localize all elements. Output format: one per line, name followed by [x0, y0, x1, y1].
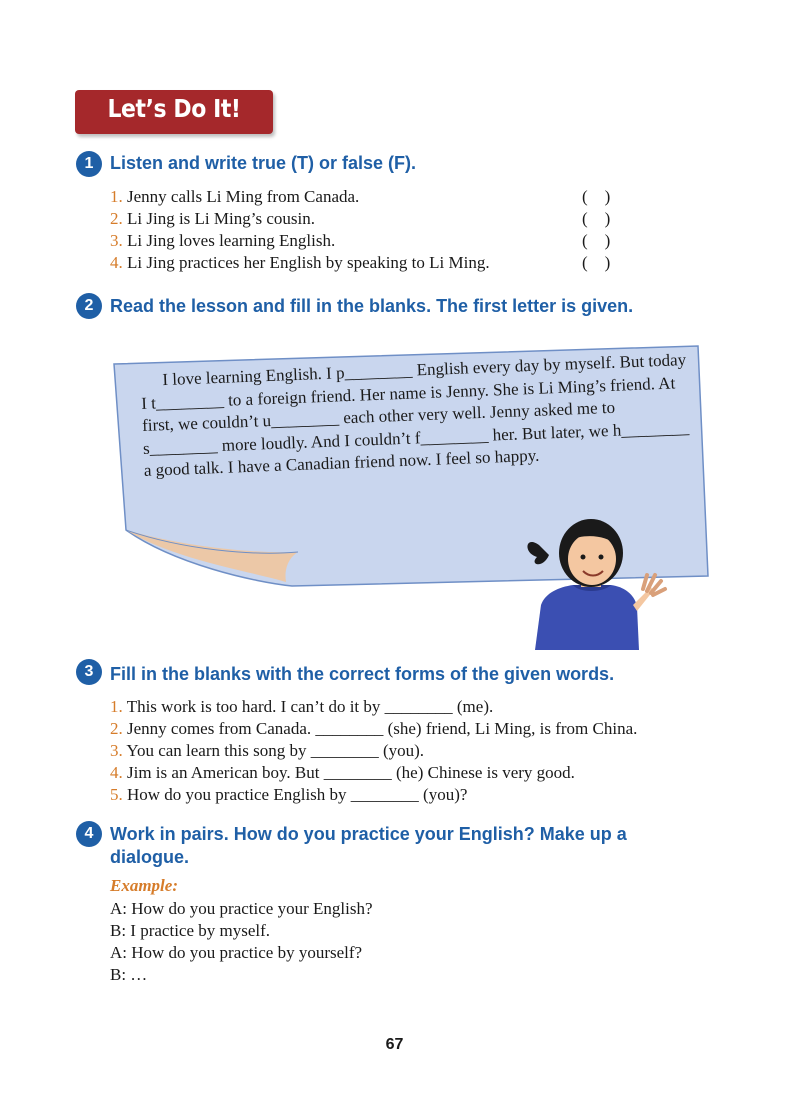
item-text: Jim is an American boy. But ________ (he) Chinese is very good. — [122, 763, 575, 782]
page-number: 67 — [385, 1036, 404, 1053]
s1-item-2 — [110, 208, 315, 230]
passage-text — [140, 349, 694, 483]
s1-item-1 — [110, 186, 359, 208]
example-label: Example: — [110, 876, 178, 895]
item-text: Li Jing is Li Ming’s cousin. — [122, 209, 315, 228]
item-number: 2. — [110, 719, 123, 738]
answer-parens: ( ) — [582, 231, 611, 250]
item-number: 3. — [110, 231, 123, 250]
item-text: Jenny comes from Canada. ________ (she) friend, Li Ming, is from China. — [122, 719, 638, 738]
section-1-number: 1 — [76, 151, 102, 177]
answer-parens: ( ) — [582, 253, 611, 272]
s3-item-5 — [110, 784, 467, 806]
item-text: Li Jing loves learning English. — [122, 231, 336, 250]
s1-item-3 — [110, 230, 335, 252]
item-text: This work is too hard. I can’t do it by ________ (me). — [122, 697, 494, 716]
item-number: 3. — [110, 741, 123, 760]
dialogue-line-2: B: I practice by myself. — [110, 921, 271, 940]
item-text: How do you practice English by ________ (you)? — [122, 785, 468, 804]
item-text: Jenny calls Li Ming from Canada. — [122, 187, 360, 206]
section-3-number: 3 — [76, 659, 102, 685]
section-2-title: Read the lesson and fill in the blanks. The first letter is given. — [110, 296, 634, 316]
s3-item-3 — [110, 740, 424, 762]
lets-do-it-banner — [75, 90, 273, 134]
item-number: 1. — [110, 187, 123, 206]
section-4-number: 4 — [76, 821, 102, 847]
dialogue-line-3: A: How do you practice by yourself? — [110, 943, 363, 962]
dialogue-line-4: B: … — [110, 965, 148, 984]
girl-waving-illustration — [515, 495, 670, 650]
s3-item-4 — [110, 762, 575, 784]
section-2-number: 2 — [76, 293, 102, 319]
item-text: Li Jing practices her English by speaking to Li Ming. — [122, 253, 490, 272]
s3-item-2 — [110, 718, 637, 740]
s3-item-1 — [110, 696, 493, 718]
passage-paragraph: I love learning English. I p________ English every day by myself. But today I t________ to a foreign friend. Her name is Jenny. She is Li Ming’s friend. At first, we couldn’t u________ each other very well. Jenny asked me to s________ more loudly. And I couldn’t f________ her. But later, we h________ a good talk. I have a Canadian friend now. I feel so happy. — [140, 350, 690, 480]
item-number: 4. — [110, 763, 123, 782]
item-number: 4. — [110, 253, 123, 272]
section-4-title-line-2: dialogue. — [110, 847, 190, 867]
section-4-title-line-1: Work in pairs. How do you practice your English? Make up a — [110, 824, 627, 844]
dialogue-line-1: A: How do you practice your English? — [110, 899, 373, 918]
section-3-title: Fill in the blanks with the correct forms of the given words. — [110, 664, 615, 684]
banner-title: Let’s Do It! — [107, 94, 241, 123]
item-number: 5. — [110, 785, 123, 804]
item-text: You can learn this song by ________ (you). — [122, 741, 425, 760]
answer-parens: ( ) — [582, 187, 611, 206]
section-1-title: Listen and write true (T) or false (F). — [110, 153, 417, 173]
item-number: 1. — [110, 697, 123, 716]
s1-item-4 — [110, 252, 490, 274]
item-number: 2. — [110, 209, 123, 228]
answer-parens: ( ) — [582, 209, 611, 228]
